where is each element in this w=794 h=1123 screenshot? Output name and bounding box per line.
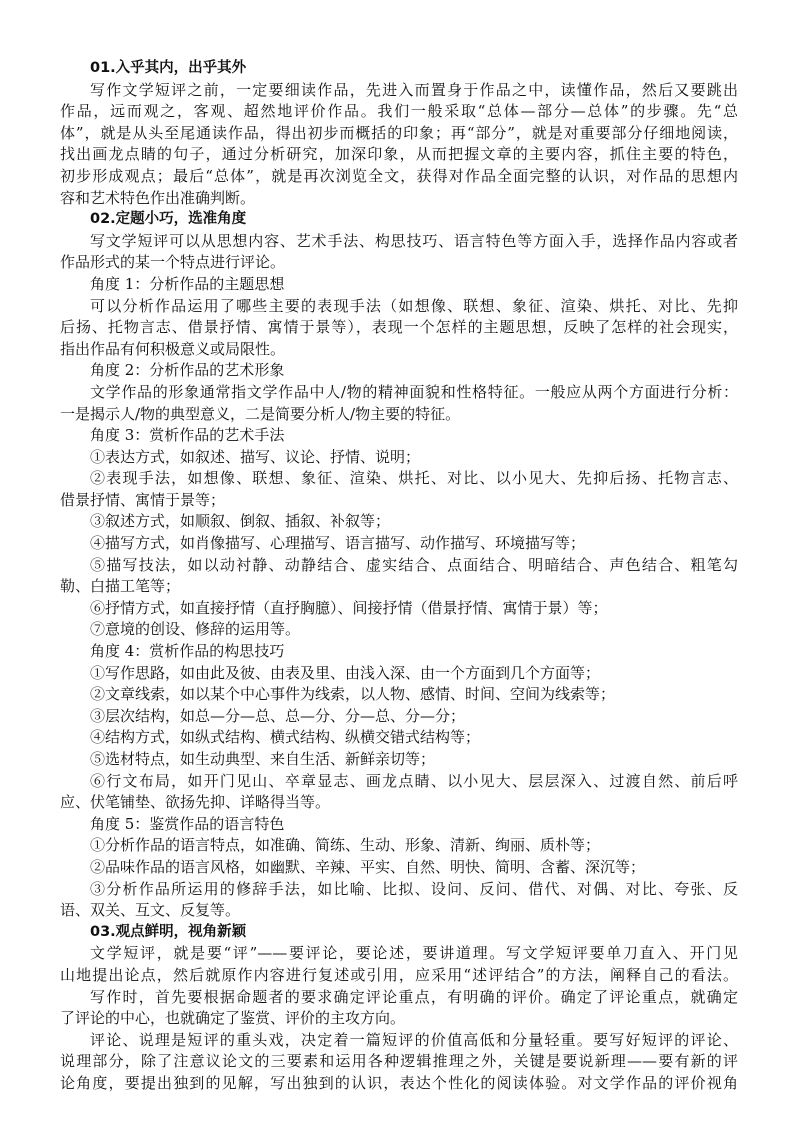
subheading: 角度 4：赏析作品的构思技巧	[90, 642, 285, 661]
list-item-continuation: 应、伏笔铺垫、欲扬先抑、详略得当等。	[60, 793, 331, 812]
paragraph-line: 文学短评，就是要“评”——要评论，要论述，要讲道理。写文学短评要单刀直入、开门见	[90, 944, 738, 963]
list-item-continuation: 借景抒情、寓情于景等；	[60, 490, 226, 509]
list-item: ④描写方式，如肖像描写、心理描写、语言描写、动作描写、环境描写等；	[90, 534, 586, 553]
paragraph-line: 初步形成观点；最后“总体”，就是再次浏览全文，获得对作品全面完整的认识，对作品的思想内	[60, 166, 738, 185]
section-heading: 03.观点鲜明，视角新颖	[90, 923, 247, 940]
list-item: ⑥行文布局，如开门见山、卒章显志、画龙点睛、以小见大、层层深入、过渡自然、前后呼	[90, 771, 738, 790]
paragraph-line: 评论、说理是短评的重头戏，决定着一篇短评的价值高低和分量轻重。要写好短评的评论、	[90, 1030, 738, 1049]
list-item: ⑥抒情方式，如直接抒情（直抒胸臆）、间接抒情（借景抒情、寓情于景）等；	[90, 598, 608, 617]
list-item: ②表现手法，如想像、联想、象征、渲染、烘托、对比、以小见大、先抑后扬、托物言志、	[90, 469, 738, 488]
paragraph-line: 一是揭示人/物的典型意义，二是简要分析人/物主要的特征。	[60, 404, 461, 423]
list-item: ⑤描写技法，如以动衬静、动静结合、虚实结合、点面结合、明暗结合、声色结合、粗笔勾	[90, 555, 738, 574]
list-item: ③层次结构，如总—分—总、总—分、分—总、分—分；	[90, 706, 466, 725]
paragraph-line: 作品，远而观之，客观、超然地评价作品。我们一般采取“总体—部分—总体”的步骤。先“总	[60, 102, 738, 121]
list-item: ⑤选材特点，如生动典型、来自生活、新鲜亲切等；	[90, 750, 436, 768]
paragraph-line: 山地提出论点，然后就原作内容进行复述或引用，应采用“述评结合”的方法，阐释自己的看法。	[60, 965, 738, 984]
paragraph-line: 指出作品有何积极意义或局限性。	[60, 339, 286, 358]
subheading: 角度 3：赏析作品的艺术手法	[90, 426, 285, 445]
paragraph-line: 论角度，要提出独到的见解，写出独到的认识，表达个性化的阅读体验。对文学作品的评价视角	[60, 1073, 738, 1092]
list-item: ⑦意境的创设、修辞的运用等。	[90, 620, 301, 639]
list-item-continuation: 勒、白描工笔等；	[60, 577, 181, 596]
list-item: ①分析作品的语言特点，如准确、简练、生动、形象、清新、绚丽、质朴等；	[90, 836, 601, 855]
subheading: 角度 5：鉴赏作品的语言特色	[90, 814, 285, 833]
paragraph-line: 可以分析作品运用了哪些主要的表现手法（如想像、联想、象征、渲染、烘托、对比、先抑	[90, 296, 738, 315]
paragraph-line: 写文学短评可以从思想内容、艺术手法、构思技巧、语言特色等方面入手，选择作品内容或者	[90, 231, 738, 250]
paragraph-line: 容和艺术特色作出准确判断。	[60, 188, 256, 207]
paragraph-line: 文学作品的形象通常指文学作品中人/物的精神面貌和性格特征。一般应从两个方面进行分析：	[90, 382, 738, 401]
list-item: ②品味作品的语言风格，如幽默、辛辣、平实、自然、明快、简明、含蓄、深沉等；	[90, 857, 646, 876]
paragraph-line: 了评论的中心，也就确定了鉴赏、评价的主攻方向。	[60, 1009, 406, 1028]
list-item: ②文章线索，如以某个中心事件为线索，以人物、感情、时间、空间为线索等；	[90, 685, 616, 704]
list-item: ④结构方式，如纵式结构、横式结构、纵横交错式结构等；	[90, 728, 481, 747]
paragraph-line: 体”，就是从头至尾通读作品，得出初步而概括的印象；再“部分”，就是对重要部分仔细地阅读，	[60, 123, 738, 142]
paragraph-line: 找出画龙点睛的句子，通过分析研究，加深印象，从而把握文章的主要内容，抓住主要的特色，	[60, 145, 738, 164]
paragraph-line: 作品形式的某一个特点进行评论。	[60, 253, 286, 272]
list-item: ①写作思路，如由此及彼、由表及里、由浅入深、由一个方面到几个方面等；	[90, 663, 601, 682]
list-item: ③叙述方式，如顺叙、倒叙、插叙、补叙等；	[90, 512, 391, 531]
paragraph-line: 说理部分，除了注意议论文的三要素和运用各种逻辑推理之外，关键是要说新理——要有新的评	[60, 1052, 738, 1071]
paragraph-line: 后扬、托物言志、借景抒情、寓情于景等），表现一个怎样的主题思想，反映了怎样的社会现实，	[60, 318, 738, 337]
subheading: 角度 1：分析作品的主题思想	[90, 274, 285, 293]
subheading: 角度 2：分析作品的艺术形象	[90, 361, 285, 380]
list-item-continuation: 语、双关、互文、反复等。	[60, 901, 241, 920]
paragraph-line: 写作文学短评之前，一定要细读作品，先进入而置身于作品之中，读懂作品，然后又要跳出	[90, 80, 738, 99]
section-heading: 01.入乎其内，出乎其外	[90, 60, 247, 76]
list-item: ③分析作品所运用的修辞手法，如比喻、比拟、设问、反问、借代、对偶、对比、夸张、反	[90, 879, 738, 898]
paragraph-line: 写作时，首先要根据命题者的要求确定评论重点，有明确的评价。确定了评论重点，就确定	[90, 987, 738, 1006]
list-item: ①表达方式，如叙述、描写、议论、抒情、说明；	[90, 447, 421, 466]
section-heading: 02.定题小巧，选准角度	[90, 211, 247, 228]
